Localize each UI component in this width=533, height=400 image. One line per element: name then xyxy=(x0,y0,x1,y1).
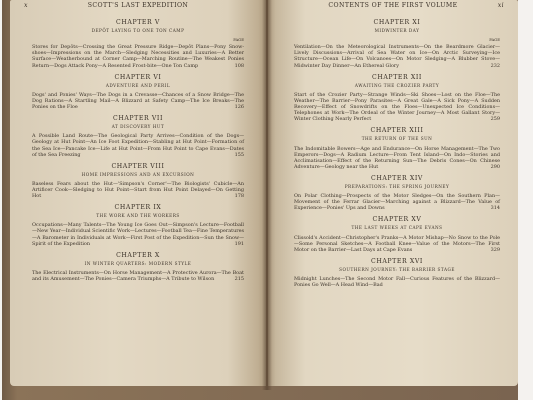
chapter-subtitle: AT DISCOVERY HUT xyxy=(111,124,165,130)
chapter-label: CHAPTER VIII xyxy=(111,162,165,170)
chapter-subtitle: MIDWINTER DAY xyxy=(374,28,420,34)
chapter-summary: Midnight Lunches—The Second Motor Fall—Curious Features of the Blizzard—Ponies Go Well—A Head Wind—Bad xyxy=(294,276,500,289)
chapter-summary: The Indomitable Bowers—Age and Endurance—On Horse Management—The Two Emperors—Dogs—A Radium Lecture—From Tent Island—On Indo—Stories and Acclimatisation—Effect of the Returning Sun—The Debris Cones—On Chinese Adventure—Geology near the Hut 290 xyxy=(294,145,500,170)
chapter-label: CHAPTER X xyxy=(116,251,160,259)
right-page xyxy=(268,0,518,386)
chapter-subtitle: ADVENTURE AND PERIL xyxy=(105,82,171,88)
toc-chapter xyxy=(32,116,244,158)
right-running-title: CONTENTS OF THE FIRST VOLUME xyxy=(328,2,458,9)
left-page-number: x xyxy=(24,2,28,9)
chapter-subtitle: DEPÔT LAYING TO ONE TON CAMP xyxy=(91,28,185,34)
chapter-page-number: 178 xyxy=(234,193,244,200)
left-contents-column xyxy=(32,20,244,288)
chapter-label: CHAPTER VII xyxy=(113,115,163,123)
chapter-page-number: 108 xyxy=(234,62,244,69)
chapter-summary: Stores for Depôts—Crossing the Great Pressure Ridge—Depôt Plans—Pony Snow-shoes—Impressions on the March—Sledging Necessities and Luxuries—A Better Surface—Weatherbound at Corner Camp—Marching Routine—The Weakest Ponies Return—Dogs Attack Pony—A Resented Frost-bite—One Ton Camp 108 xyxy=(32,44,244,69)
chapter-summary: Baseless Fears about the Hut—'Simpson's Corner'—The Biologists' Cubicle—An Artificer Cook—Sledging to Hut Point—Start from Hut Point Delayed—On Getting Hot 178 xyxy=(32,180,244,200)
chapter-summary: Ventilation—On the Meteorological Instruments—On the Beardmore Glacier—Lively Discussions—Arrival of Sea Water on Ice—On Arctic Surveying—Ice Structure—Ocean Life—On Volcanoes—On Motor Sledging—A Blubber Stove—Midwinter Day Dinner—An Ethereal Glory 232 xyxy=(294,44,500,69)
chapter-summary: A Possible Land Route—The Geological Party Arrives—Condition of the Dogs—Geology at Hut Point—An Ice Foot Expedition—Stabling at Hut Point—Formation of the Sea Ice—Pancake Ice—Life at Hut Point—From Hut Point to Cape Evans—Dates of the Sea Freezing 155 xyxy=(32,133,244,158)
toc-chapter xyxy=(32,205,244,247)
left-page xyxy=(10,0,266,386)
chapter-summary: Clissold's Accident—Christopher's Pranks—A Motor Mishap—No Snow to the Pole—Some Personal Sketches—A Football Knee—Value of the Motors—The First Motor on the Barrier—Last Days at Cape Evans 329 xyxy=(294,234,500,253)
page-column-header: PAGE xyxy=(233,37,244,43)
chapter-page-number: 191 xyxy=(234,240,244,247)
chapter-subtitle: THE RETURN OF THE SUN xyxy=(361,136,433,142)
book-gutter xyxy=(262,0,272,390)
chapter-subtitle: THE LAST WEEKS AT CAPE EVANS xyxy=(351,225,443,231)
toc-chapter xyxy=(32,20,244,69)
chapter-summary: On Polar Clothing—Prospects of the Motor Sledges—On the Southern Plan—Movement of the Ferrar Glacier—Marching against a Blizzard—The Value of Experience—Ponies' Ups and Downs 314 xyxy=(294,193,500,212)
toc-chapter xyxy=(294,259,500,288)
chapter-label: CHAPTER XIII xyxy=(370,127,424,135)
chapter-subtitle: SOUTHERN JOURNEY: THE BARRIER STAGE xyxy=(339,266,455,272)
right-contents-column xyxy=(294,20,500,294)
left-running-head xyxy=(10,3,266,9)
toc-chapter xyxy=(32,164,244,199)
toc-chapter xyxy=(294,20,500,69)
toc-chapter xyxy=(294,128,500,170)
chapter-subtitle: HOME IMPRESSIONS AND AN EXCURSION xyxy=(81,171,195,177)
chapter-label: CHAPTER VI xyxy=(114,73,162,81)
chapter-label: CHAPTER IX xyxy=(114,204,162,212)
toc-chapter xyxy=(32,253,244,282)
chapter-summary: Start of the Crozier Party—Strange Winds—Ski Shoes—Lost on the Floe—The Weather—The Barrier—Pony Parasites—A Great Gale—A Sick Pony—A Sudden Recovery—Effect of Snowdrifts on the Floes—Unexpected Ice Conditions—Telephones at Work—The Ordeal of the Winter Journey—A Most Gallant Story—Winter Clothing Nearly Perfect 259 xyxy=(294,91,500,123)
chapter-page-number: 329 xyxy=(490,246,500,253)
toc-chapter xyxy=(294,75,500,123)
toc-chapter xyxy=(32,75,244,110)
chapter-subtitle: AWAITING THE CROZIER PARTY xyxy=(354,82,440,88)
chapter-label: CHAPTER XI xyxy=(373,19,421,26)
left-running-title: SCOTT'S LAST EXPEDITION xyxy=(87,2,189,9)
chapter-page-number: 232 xyxy=(490,62,500,69)
chapter-summary: The Electrical Instruments—On Horse Management—A Protective Aurora—The Boat and its Amusement—The Ponies—Camera Triumphs—A Tribute to Wilson 215 xyxy=(32,269,244,282)
chapter-summary: Dogs' and Ponies' Ways—The Dogs in a Crevasse—Chances of a Snow Bridge—The Dog Rations—A Startling Mail—A Blizzard at Safety Camp—The Ice Breaks—The Ponies on the Floe 126 xyxy=(32,91,244,111)
chapter-label: CHAPTER XII xyxy=(372,73,422,81)
chapter-subtitle: IN WINTER QUARTERS: MODERN STYLE xyxy=(84,260,192,266)
page-column-header: PAGE xyxy=(489,37,500,43)
chapter-label: CHAPTER V xyxy=(116,19,160,26)
chapter-summary: Occupations—Many Talents—The Young Ice Goes Out—Simpson's Lecture—Football—New Year—Individual Scientific Work—Lectures—Football Tea—Fine Temperatures—A Barometer in Individuals at Work—First Post of the Expedition—Sun the Snow—Spirit of the Expedition 191 xyxy=(32,222,244,247)
chapter-subtitle: PREPARATIONS: THE SPRING JOURNEY xyxy=(344,183,450,189)
right-running-head xyxy=(268,3,518,9)
chapter-page-number: 155 xyxy=(234,151,244,158)
toc-chapter xyxy=(294,217,500,252)
chapter-page-number: 290 xyxy=(490,163,500,170)
chapter-label: CHAPTER XVI xyxy=(371,257,423,265)
chapter-label: CHAPTER XV xyxy=(372,216,422,224)
chapter-subtitle: THE WORK AND THE WORKERS xyxy=(96,213,180,219)
chapter-page-number: 259 xyxy=(490,116,500,123)
chapter-page-number: 215 xyxy=(234,276,244,282)
chapter-page-number: 126 xyxy=(234,104,244,111)
chapter-page-number: 314 xyxy=(490,205,500,212)
right-page-number: xi xyxy=(497,2,504,9)
chapter-label: CHAPTER XIV xyxy=(371,174,423,182)
toc-chapter xyxy=(294,176,500,211)
